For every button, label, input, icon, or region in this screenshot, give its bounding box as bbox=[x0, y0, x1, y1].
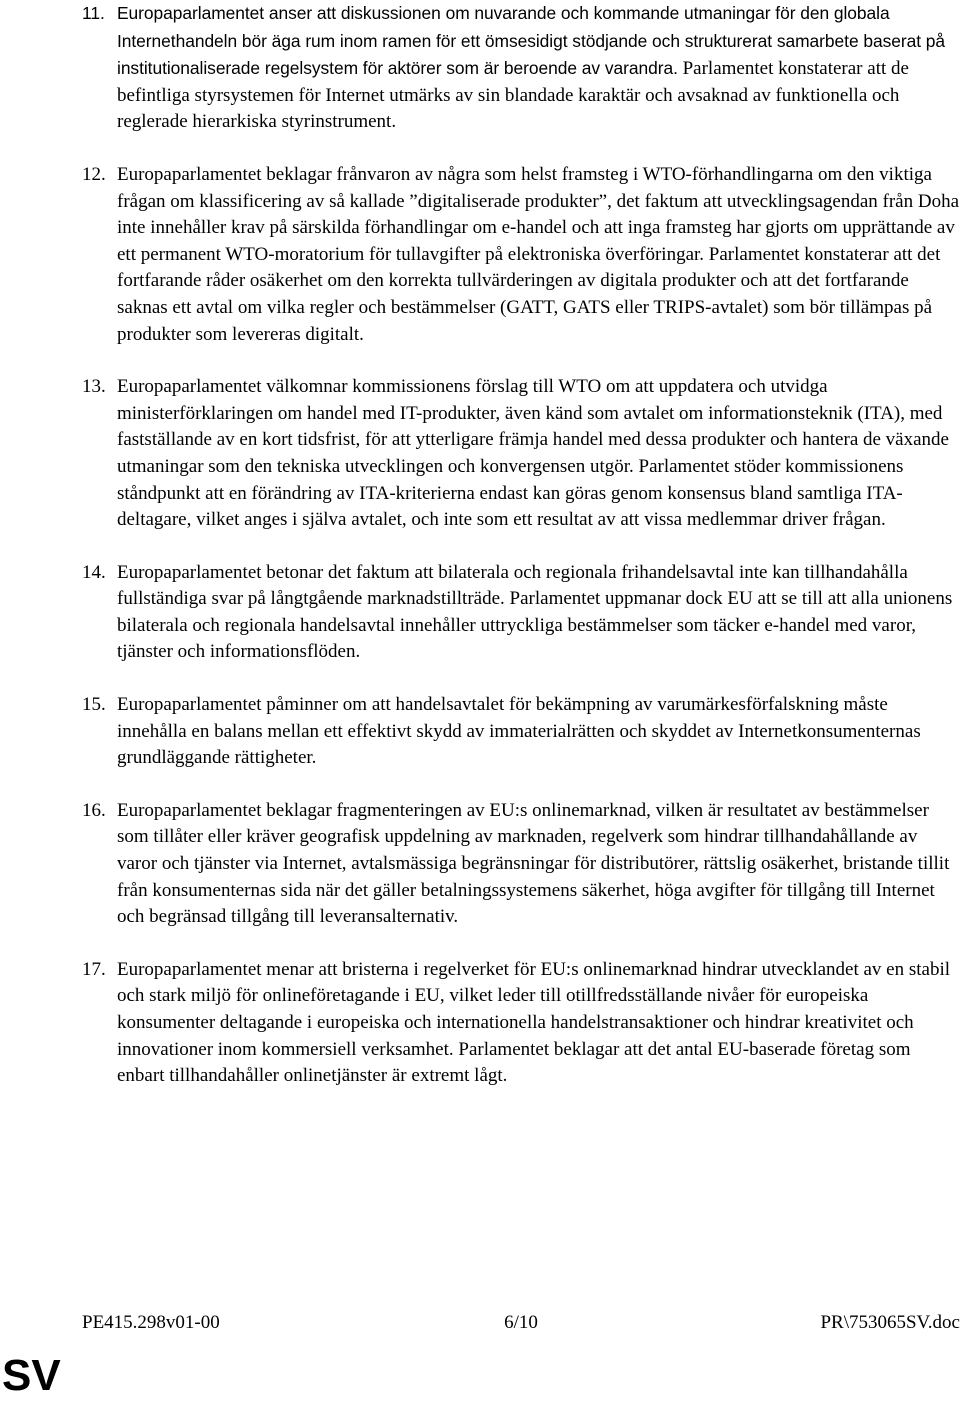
paragraph-16 bbox=[0, 798, 960, 931]
paragraph-number: 13. bbox=[82, 376, 106, 398]
page-footer bbox=[82, 1310, 960, 1338]
footer-file-reference: PR\753065SV.doc bbox=[820, 1312, 960, 1333]
language-code: SV bbox=[2, 1351, 61, 1400]
paragraph-12 bbox=[0, 162, 960, 348]
paragraph-number: 11. bbox=[82, 3, 105, 23]
paragraph-text bbox=[117, 0, 960, 136]
paragraph-text: Europaparlamentet menar att bristerna i regelverket för EU:s onlinemarknad hindrar utvecklandet av en stabil och stark miljö för onlineföretagande i EU, vilket leder till otillfredsställande nivåer för europeiska konsumenter deltagande i europeiska och internationella handelstransaktioner och hindrar kreativitet och innovationer inom kommersiell verksamhet. Parlamentet beklagar att det antal EU-baserade företag som enbart tillhandahåller onlinetjänster är extremt lågt. bbox=[117, 958, 951, 1087]
paragraph-13 bbox=[0, 374, 960, 534]
paragraph-number: 17. bbox=[82, 958, 106, 980]
paragraph-text: Europaparlamentet beklagar fragmenteringen av EU:s onlinemarknad, vilken är resultatet av bestämmelser som tillåter eller kräver geografisk uppdelning av marknaden, regelverk som hindrar tillhandahållande av varor och tjänster via Internet, avtalsmässiga begränsningar för distributörer, rättslig osäkerhet, bristande tillit från konsumenternas sida när det gäller betalningssystemens säkerhet, höga avgifter för tillgång till Internet och begränsad tillgång till leveransalternativ. bbox=[117, 799, 950, 928]
paragraph-text: Europaparlamentet påminner om att handelsavtalet för bekämpning av varumärkesförfalskning måste innehålla en balans mellan ett effektivt skydd av immaterialrätten och skyddet av Internetkonsumenternas grundläggande rättigheter. bbox=[117, 694, 921, 769]
footer-page-number: 6/10 bbox=[504, 1312, 538, 1333]
paragraph-number: 12. bbox=[82, 163, 106, 185]
paragraph-11 bbox=[0, 0, 960, 136]
paragraph-number: 15. bbox=[82, 694, 106, 716]
paragraph-14 bbox=[0, 560, 960, 666]
paragraph-text: Europaparlamentet betonar det faktum att bilaterala och regionala frihandelsavtal inte kan tillhandahålla fullständiga svar på långtgående marknadstillträde. Parlamentet uppmanar dock EU att se till att alla unionens bilaterala och regionala handelsavtal innehåller uttryckliga bestämmelser som täcker e-handel med varor, tjänster och informationsflöden. bbox=[117, 561, 953, 663]
paragraph-text: Europaparlamentet välkomnar kommissionens förslag till WTO om att uppdatera och utvidga ministerförklaringen om handel med IT-produkter, även känd som avtalet om informationsteknik (ITA), med fastställande av en kort tidsfrist, för att ytterligare främja handel med dessa produkter och hantera de växande utmaningar som den tekniska utvecklingen och konvergensen utgör. Parlamentet stöder kommissionens ståndpunkt att en förändring av ITA-kriterierna endast kan göras genom konsensus bland samtliga ITA-deltagare, vilket anges i själva avtalet, och inte som ett resultat av att vissa medlemmar driver frågan. bbox=[117, 376, 949, 531]
footer-document-reference: PE415.298v01-00 bbox=[82, 1312, 220, 1333]
paragraph-text: Europaparlamentet beklagar frånvaron av några som helst framsteg i WTO-förhandlingarna om den viktiga frågan om klassificering av så kallade ”digitaliserade produkter”, det faktum att utvecklingsagendan från Doha inte innehåller krav på särskilda förhandlingar om e-handel och att inga framsteg har gjorts om upprättande av ett permanent WTO-moratorium för tullavgifter på elektroniska överföringar. Parlamentet konstaterar att det fortfarande råder osäkerhet om den korrekta tullvärderingen av digitala produkter och att det fortfarande saknas ett avtal om vilka regler och bestämmelser (GATT, GATS eller TRIPS-avtalet) som bör tillämpas på produkter som levereras digitalt. bbox=[117, 163, 960, 345]
paragraph-body-text: Parlamentet konstaterar att de befintliga styrsystemen för Internet utmärks av sin blandade karaktär och avsaknad av funktionella och reglerade hierarkiska styrinstrument. bbox=[117, 58, 909, 133]
paragraph-15 bbox=[0, 692, 960, 772]
paragraph-lead-text: Europaparlamentet anser att diskussionen om nuvarande och kommande utmaningar för den globala Internethandeln bör äga rum inom ramen för ett ömsesidigt stödjande och strukturerat samarbete baserat på institutionaliserade regelsystem för aktörer som är beroende av varandra. bbox=[117, 3, 946, 79]
paragraph-number: 16. bbox=[82, 799, 106, 821]
paragraph-number: 14. bbox=[82, 561, 106, 583]
paragraph-17 bbox=[0, 957, 960, 1090]
